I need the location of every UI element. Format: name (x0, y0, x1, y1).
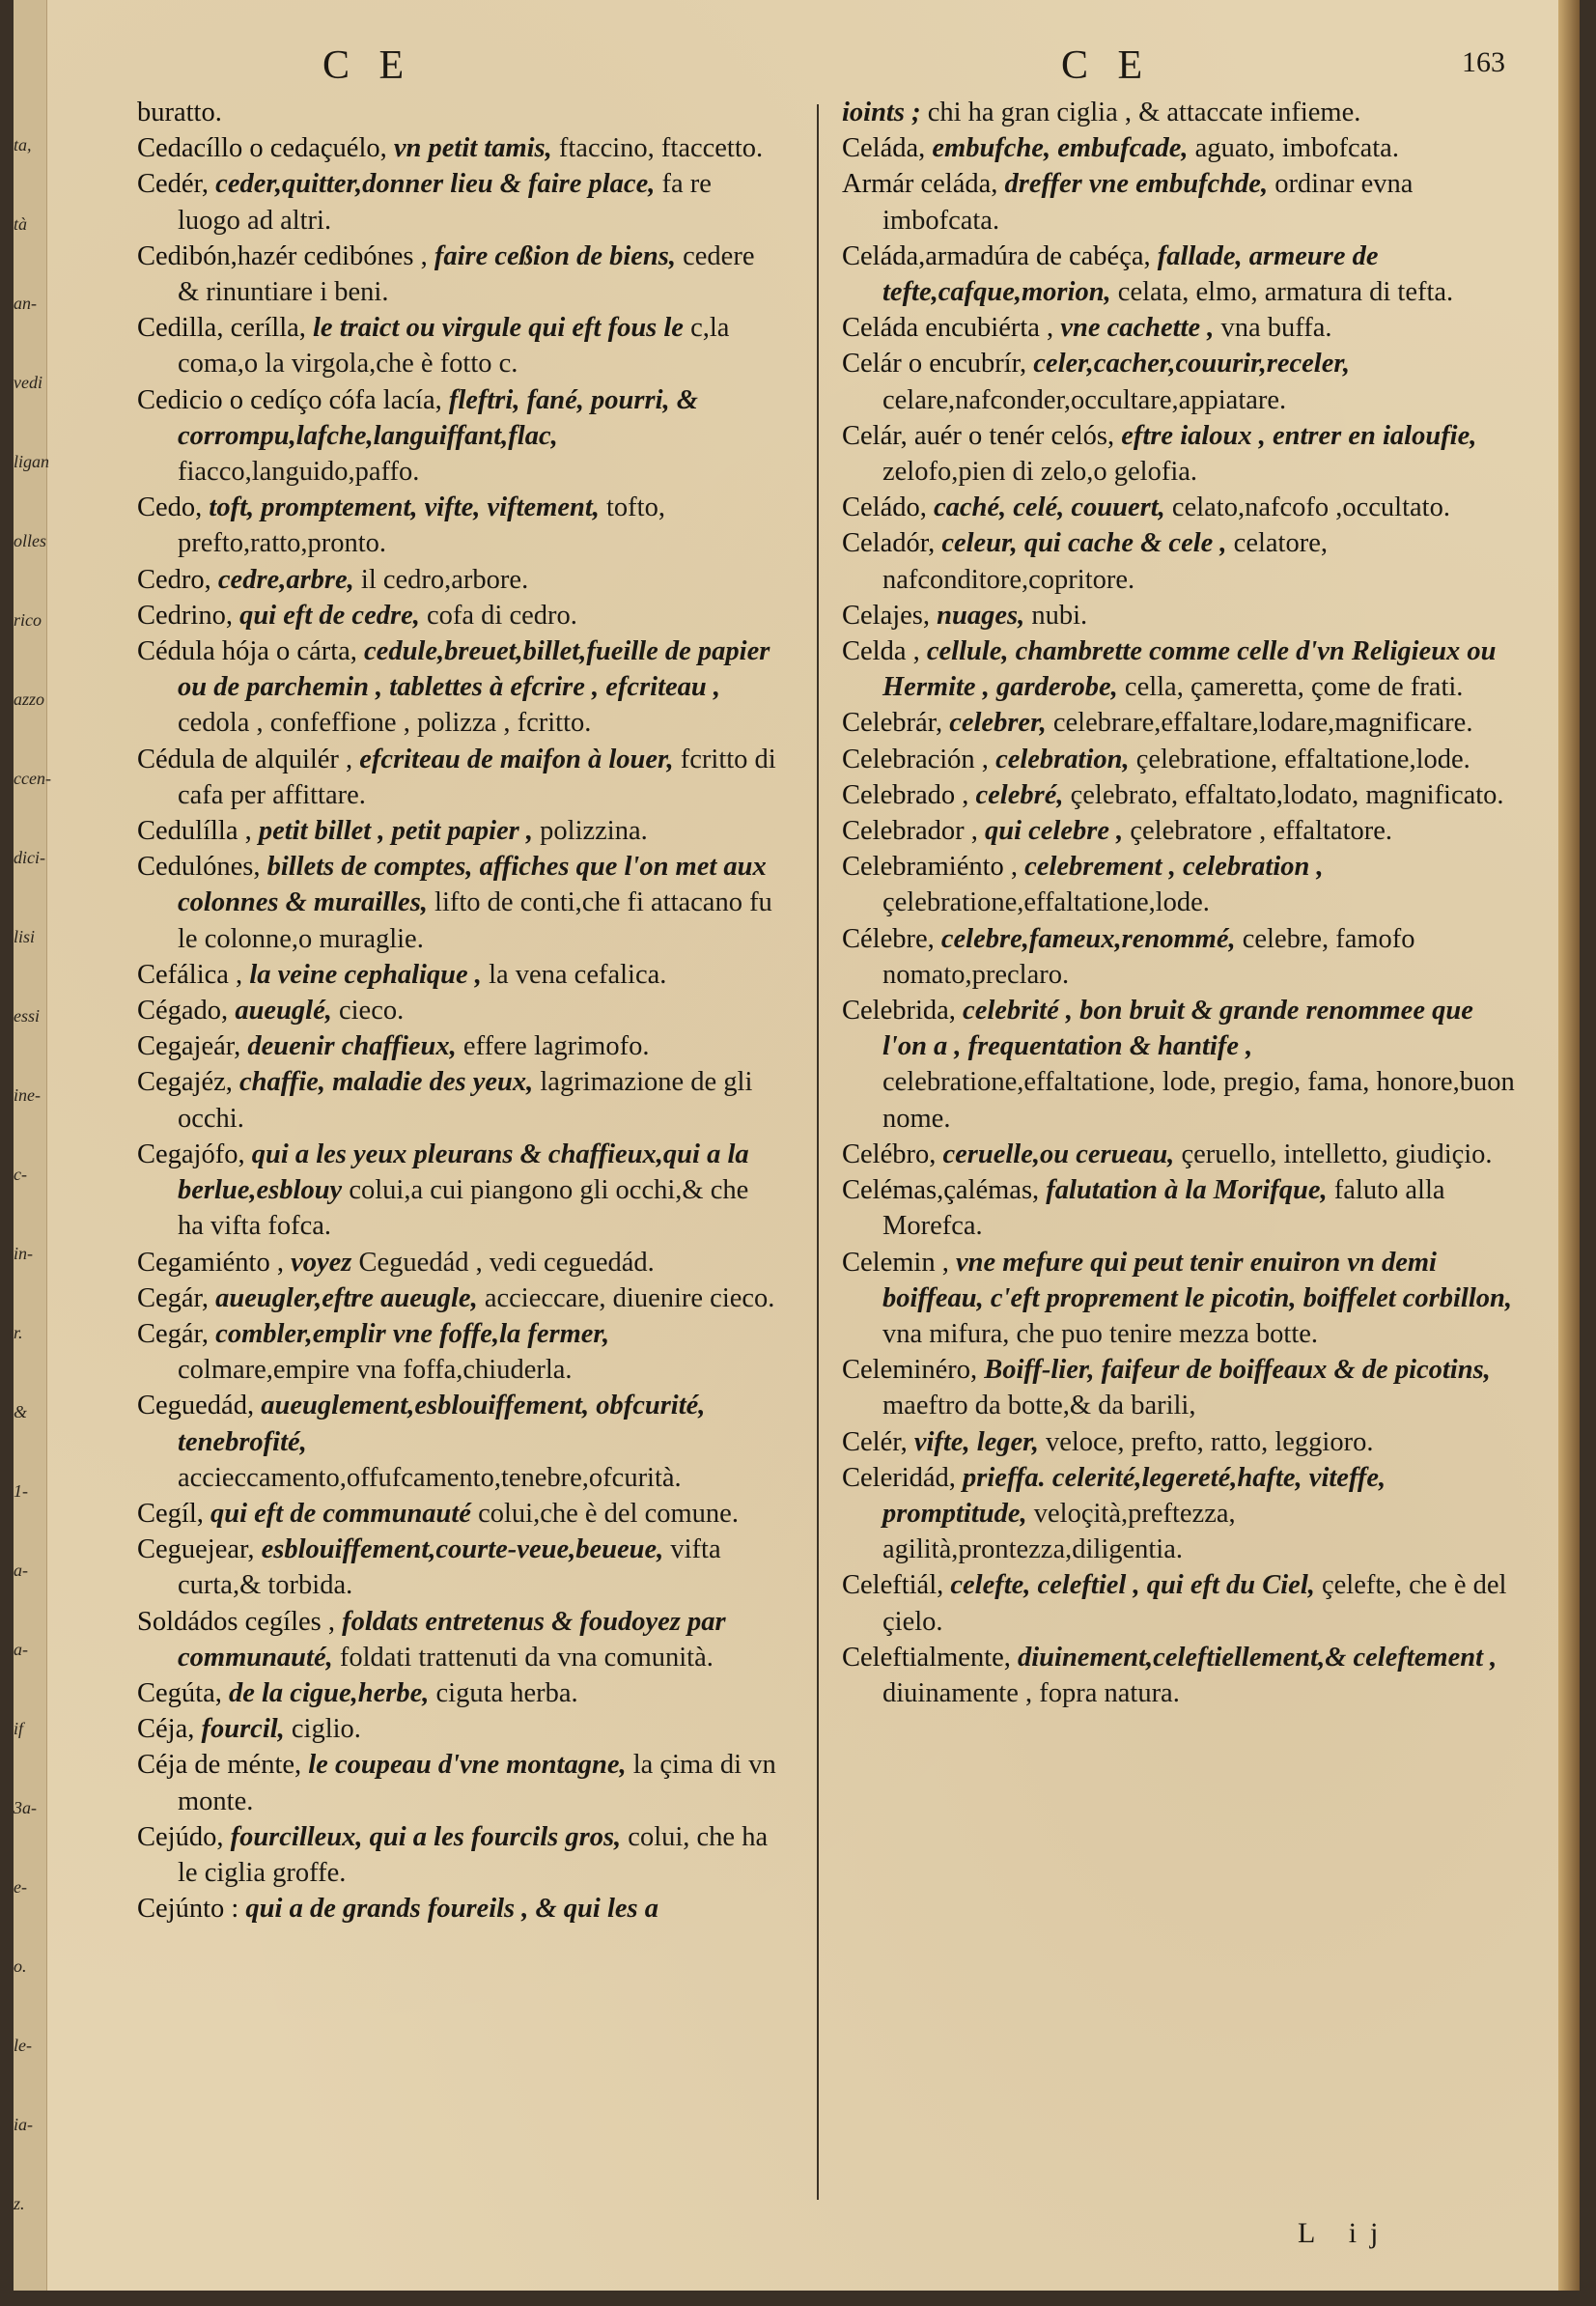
headword: Ceguedád, (137, 1391, 255, 1421)
french-gloss: deuenir chaffieux, (247, 1031, 457, 1062)
dictionary-entry (842, 1137, 1518, 1172)
headword: Celajes, (842, 600, 931, 631)
italian-gloss: cedola , confeffione , polizza , fcritto. (178, 708, 592, 739)
headword: Cedulónes, (137, 852, 261, 883)
french-gloss: celer,cacher,couurir,receler, (1033, 349, 1350, 380)
dictionary-entry (137, 1245, 779, 1280)
gutter-fragment: in- (14, 1244, 33, 1263)
dictionary-entry (842, 705, 1518, 741)
italian-gloss: nubi. (1031, 600, 1088, 631)
dictionary-entry (137, 310, 779, 381)
italian-gloss: cedere & rinuntiare i beni. (178, 240, 755, 308)
french-gloss: toft, promptement, vifte, viftement, (209, 492, 600, 523)
headword: Celébro, (842, 1139, 937, 1169)
dictionary-entry (137, 1316, 779, 1388)
gutter-fragment: an- (14, 294, 37, 313)
dictionary-entry (842, 166, 1518, 238)
headword: Celebración , (842, 744, 989, 774)
headword: buratto. (137, 98, 222, 127)
french-gloss: qui a les yeux pleurans & chaffieux,qui a la berlue,esblouy (178, 1139, 749, 1206)
headword: Cegamiénto , (137, 1247, 284, 1278)
dictionary-entry (842, 310, 1518, 346)
dictionary-entry (137, 993, 779, 1028)
italian-gloss: fiacco,languido,paffo. (178, 457, 420, 488)
dictionary-entry (137, 166, 779, 238)
italian-gloss: effere lagrimofo. (462, 1031, 650, 1062)
french-gloss: le coupeau d'vne montagne, (308, 1750, 627, 1781)
headword: Céja, (137, 1714, 195, 1745)
dictionary-entry (842, 633, 1518, 705)
dictionary-entry (137, 742, 779, 813)
french-gloss: le traict ou virgule qui eft fous le (313, 313, 684, 344)
headword: Celáda, (842, 133, 926, 164)
french-gloss: cedule,breuet,billet,fueille de papier ou de parchemin , tablettes à efcrire , efcriteau , (178, 636, 770, 703)
dictionary-entry (842, 418, 1518, 490)
italian-gloss: celebre, famofo nomato,preclaro. (882, 923, 1415, 990)
italian-gloss: çelefte, che è del çielo. (882, 1570, 1507, 1637)
headword: Celebrida, (842, 996, 956, 1026)
italian-gloss: çelebratione,effaltatione,lode. (882, 887, 1210, 918)
dictionary-entry (137, 382, 779, 491)
headword: Celebrador , (842, 816, 978, 847)
italian-gloss: zelofo,pien di zelo,o gelofia. (882, 457, 1198, 488)
french-gloss: la veine cephalique , (249, 959, 482, 990)
headword: Cédula de alquilér , (137, 744, 353, 774)
gutter-fragment: rico (14, 610, 42, 630)
gutter-fragment: if (14, 1719, 24, 1738)
dictionary-entry (137, 598, 779, 633)
headword: Cefálica , (137, 959, 243, 990)
dictionary-entry (842, 1640, 1518, 1711)
gutter-fragment: ligan (14, 452, 50, 471)
dictionary-entry (137, 1028, 779, 1064)
french-gloss: fourcil, (201, 1714, 285, 1745)
italian-gloss: foldati trattenuti da vna comunità. (339, 1642, 714, 1673)
dictionary-entry (842, 993, 1518, 1137)
headword: Soldádos cegíles , (137, 1606, 336, 1637)
headword: Celár o encubrír, (842, 349, 1027, 380)
dictionary-entry (137, 1388, 779, 1496)
french-gloss: cellule, chambrette comme celle d'vn Religieux ou Hermite , garderobe, (882, 636, 1497, 703)
italian-gloss: colui, che ha le ciglia groffe. (178, 1821, 769, 1888)
dictionary-entry (842, 1460, 1518, 1568)
headword: Cegúta, (137, 1677, 222, 1708)
dictionary-entry (842, 95, 1518, 130)
french-gloss: celebrer, (949, 708, 1047, 739)
french-gloss: ceruelle,ou cerueau, (942, 1139, 1175, 1169)
gutter-fragment: e- (14, 1877, 27, 1897)
dictionary-entry (137, 1891, 779, 1926)
dictionary-entry (842, 1567, 1518, 1639)
headword: Celémas,çalémas, (842, 1175, 1040, 1206)
italian-gloss: cieco. (338, 996, 405, 1026)
dictionary-entry (137, 1819, 779, 1891)
headword: Cegajeár, (137, 1031, 241, 1062)
italian-gloss: celatore, nafconditore,copritore. (882, 528, 1328, 595)
gutter-fragment: dici- (14, 848, 45, 867)
headword: Celadór, (842, 528, 936, 559)
dictionary-entry (842, 598, 1518, 633)
french-gloss: qui eft de communauté (210, 1498, 471, 1529)
headword: Celeftiál, (842, 1570, 944, 1601)
gutter-fragment: ia- (14, 2115, 33, 2134)
headword: Cedacíllo o cedaçuélo, (137, 133, 387, 164)
italian-gloss: accieccamento,offufcamento,tenebre,ofcurità. (178, 1462, 682, 1493)
french-gloss: fallade, armeure de tefte,cafque,morion, (882, 240, 1379, 308)
italian-gloss: vna mifura, che puo tenire mezza botte. (882, 1318, 1319, 1349)
headword: Celebramiénto , (842, 852, 1019, 883)
gutter-fragment: c- (14, 1165, 27, 1184)
italian-gloss: cofa di cedro. (426, 600, 577, 631)
dictionary-entry (137, 1747, 779, 1818)
italian-gloss: colui,che è del comune. (478, 1498, 739, 1529)
french-gloss: fleftri, fané, pourri, & corrompu,lafche,languiffant,flac, (178, 384, 698, 451)
french-gloss: vn petit tamis, (393, 133, 552, 164)
headword: Cedulílla , (137, 816, 252, 847)
dictionary-entry (137, 1137, 779, 1245)
french-gloss: efcriteau de maifon à louer, (359, 744, 674, 774)
italian-gloss: celebrare,effaltare,lodare,magnificare. (1052, 708, 1473, 739)
gutter-fragment: & (14, 1402, 28, 1421)
headword: Celebrado , (842, 779, 969, 810)
italian-gloss: aguato, imbofcata. (1194, 133, 1399, 164)
italian-gloss: accieccare, diuenire cieco. (484, 1282, 775, 1313)
french-gloss: celebration, (995, 744, 1130, 774)
french-gloss: celefte, celeftiel , qui eft du Ciel, (950, 1570, 1315, 1601)
headword: Armár celáda, (842, 169, 998, 200)
italian-gloss: celata, elmo, armatura di tefta. (1117, 277, 1454, 308)
gutter-fragment: a- (14, 1640, 28, 1659)
headword: Cedibón,hazér cedibónes , (137, 240, 428, 271)
italian-gloss: lifto de conti,che fi attacano fu le colonne,o muraglie. (178, 887, 772, 954)
french-gloss: Boiff-lier, faifeur de boiffeaux & de picotins, (984, 1355, 1491, 1386)
italian-gloss: vna buffa. (1220, 313, 1332, 344)
dictionary-entry (842, 777, 1518, 813)
headword: Cegár, (137, 1318, 210, 1349)
signature-mark: L ij (1298, 2217, 1392, 2249)
gutter-fragment: z. (14, 2194, 25, 2213)
french-gloss: falutation à la Morifque, (1046, 1175, 1328, 1206)
dictionary-entry (137, 1280, 779, 1316)
gutter-fragment: tà (14, 214, 28, 234)
italian-gloss: Ceguedád , vedi ceguedád. (358, 1247, 655, 1278)
italian-gloss: c,la coma,o la virgola,che è fotto c. (178, 313, 730, 380)
dictionary-entry (137, 849, 779, 957)
italian-gloss: ciglio. (291, 1714, 361, 1745)
headword: Celáda encubiérta , (842, 313, 1054, 344)
italian-gloss: veloce, prefto, ratto, leggioro. (1045, 1426, 1374, 1457)
french-gloss: vifte, leger, (913, 1426, 1039, 1457)
french-gloss: billets de comptes, affiches que l'on met aux colonnes & murailles, (178, 852, 767, 918)
italian-gloss: fcritto di cafa per affittare. (178, 744, 776, 810)
french-gloss: faire ceßion de biens, (434, 240, 676, 271)
italian-gloss: la vena cefalica. (489, 959, 667, 990)
dictionary-entry (842, 1245, 1518, 1353)
dictionary-entry (137, 1711, 779, 1747)
french-gloss: embufche, embufcade, (932, 133, 1189, 164)
dictionary-entry (842, 1352, 1518, 1423)
italian-gloss: colui,a cui piangono gli occhi,& che ha vifta fofca. (178, 1175, 749, 1242)
gutter-fragment: essi (14, 1006, 40, 1026)
headword: Cédula hója o cárta, (137, 636, 357, 667)
headword: Cedo, (137, 492, 203, 523)
dictionary-entry (137, 490, 779, 561)
italian-gloss: il cedro,arbore. (360, 564, 529, 595)
headword: Celemin , (842, 1247, 949, 1278)
french-gloss: caché, celé, couuert, (933, 492, 1165, 523)
facing-page-gutter (14, 0, 51, 2291)
headword: Celár, auér o tenér celós, (842, 420, 1115, 451)
dictionary-entry (842, 742, 1518, 777)
italian-gloss: çeruello, intelletto, giudiçio. (1181, 1139, 1493, 1169)
french-gloss: qui eft de cedre, (239, 600, 420, 631)
headword: Cegíl, (137, 1498, 204, 1529)
dictionary-entry (842, 130, 1518, 166)
headword: Celáda,armadúra de cabéça, (842, 240, 1151, 271)
italian-gloss: maeftro da botte,& da barili, (882, 1391, 1196, 1421)
french-gloss: aueugler,eftre aueugle, (215, 1282, 478, 1313)
italian-gloss: ordinar evna imbofcata. (882, 169, 1414, 236)
dictionary-entry (842, 921, 1518, 993)
italian-gloss: çelebratore , effaltatore. (1130, 816, 1393, 847)
french-gloss: de la cigue,herbe, (228, 1677, 430, 1708)
french-gloss: fourcilleux, qui a les fourcils gros, (230, 1821, 622, 1852)
headword: Celér, (842, 1426, 908, 1457)
french-gloss: celebre,fameux,renommé, (940, 923, 1236, 954)
italian-gloss: faluto alla Morefca. (882, 1175, 1445, 1242)
headword: Cejúdo, (137, 1821, 224, 1852)
italian-gloss: colmare,empire vna foffa,chiuderla. (178, 1355, 573, 1386)
dictionary-entry (842, 239, 1518, 310)
gutter-fragment: vedi (14, 373, 42, 392)
right-column (842, 95, 1518, 1711)
gutter-fragment: r. (14, 1323, 23, 1342)
italian-gloss: celato,nafcofo ,occultato. (1171, 492, 1450, 523)
gutter-fragment: a- (14, 1561, 28, 1580)
italian-gloss: veloçità,preftezza, agilità,prontezza,diligentia. (882, 1498, 1236, 1565)
italian-gloss: lagrimazione de gli occhi. (178, 1067, 753, 1134)
dictionary-page (14, 0, 1580, 2291)
headword: Cegár, (137, 1282, 210, 1313)
gutter-fragment: 3a- (14, 1798, 37, 1817)
french-gloss: ceder,quitter,donner lieu & faire place, (215, 169, 656, 200)
headword: Cedicio o cedíço cófa lacía, (137, 384, 442, 415)
italian-gloss: celare,nafconder,occultare,appiatare. (882, 384, 1287, 415)
headword: Ceguejear, (137, 1534, 255, 1565)
dictionary-entry (137, 1675, 779, 1711)
gutter-fragment: azzo (14, 689, 45, 709)
gutter-fragment: ta, (14, 135, 32, 155)
italian-gloss: ftaccino, ftaccetto. (558, 133, 764, 164)
italian-gloss: chi ha gran ciglia , & attaccate infieme. (927, 98, 1361, 127)
page-edge (1558, 0, 1580, 2291)
french-gloss: nuages, (937, 600, 1025, 631)
dictionary-entry (137, 130, 779, 166)
gutter-fragment: olles (14, 531, 46, 550)
dictionary-entry (842, 346, 1518, 417)
french-gloss: dreffer vne embufchde, (1004, 169, 1269, 200)
running-head-right: C E (1061, 43, 1153, 88)
italian-gloss: celebratione,effaltatione, lode, pregio, fama, honore,buon nome. (882, 1067, 1515, 1134)
headword: Célebre, (842, 923, 935, 954)
italian-gloss: polizzina. (540, 816, 648, 847)
dictionary-entry (137, 813, 779, 849)
french-gloss: cedre,arbre, (217, 564, 354, 595)
french-gloss: celebré, (975, 779, 1064, 810)
french-gloss: petit billet , petit papier , (258, 816, 534, 847)
headword: Celádo, (842, 492, 927, 523)
italian-gloss: fa re luogo ad altri. (178, 169, 712, 236)
dictionary-entry (137, 957, 779, 993)
french-gloss: qui celebre , (984, 816, 1124, 847)
headword: Céja de ménte, (137, 1750, 302, 1781)
french-gloss: aueuglement,esblouiffement, obfcurité, tenebrofité, (178, 1391, 706, 1457)
gutter-fragment: 1- (14, 1481, 28, 1501)
page-number: 163 (1462, 46, 1505, 78)
dictionary-entry (842, 849, 1518, 920)
french-gloss: vne cachette , (1060, 313, 1215, 344)
headword: Celeridád, (842, 1462, 956, 1493)
dictionary-entry (842, 1424, 1518, 1460)
dictionary-entry (137, 1604, 779, 1675)
headword: Cejúnto : (137, 1894, 239, 1925)
headword: Cedér, (137, 169, 210, 200)
italian-gloss: la çima di vn monte. (178, 1750, 776, 1816)
running-head-left: C E (322, 43, 414, 88)
dictionary-entry (842, 525, 1518, 597)
headword: Celebrár, (842, 708, 943, 739)
dictionary-entry (137, 1532, 779, 1603)
headword: Cegajéz, (137, 1067, 233, 1098)
left-column (137, 95, 779, 1926)
headword: Celda , (842, 636, 920, 667)
headword: Cedilla, cerílla, (137, 313, 306, 344)
french-gloss: esblouiffement,courte-veue,beueue, (261, 1534, 664, 1565)
headword: Cegajófo, (137, 1139, 245, 1169)
dictionary-entry (137, 1064, 779, 1136)
french-gloss: voyez (291, 1247, 352, 1278)
french-gloss: combler,emplir vne foffe,la fermer, (215, 1318, 610, 1349)
dictionary-entry (137, 239, 779, 310)
gutter-fragment: lisi (14, 927, 36, 946)
french-gloss: celeur, qui cache & cele , (941, 528, 1227, 559)
french-gloss: ioints ; (842, 98, 921, 127)
dictionary-entry (842, 1172, 1518, 1244)
italian-gloss: diuinamente , fopra natura. (882, 1677, 1180, 1708)
headword: Celeminéro, (842, 1355, 978, 1386)
dictionary-entry (842, 490, 1518, 525)
french-gloss: diuinement,celeftiellement,& celeftement , (1018, 1642, 1498, 1673)
italian-gloss: ciguta herba. (435, 1677, 578, 1708)
dictionary-entry (137, 562, 779, 598)
dictionary-entry (842, 813, 1518, 849)
headword: Cedro, (137, 564, 211, 595)
gutter-fragment: ccen- (14, 769, 51, 788)
italian-gloss: çelebrato, effaltato,lodato, magnificato. (1070, 779, 1504, 810)
dictionary-entry (137, 1496, 779, 1532)
french-gloss: chaffie, maladie des yeux, (239, 1067, 534, 1098)
gutter-fragment: le- (14, 2036, 32, 2055)
french-gloss: prieffa. celerité,legereté,hafte, viteffe, promptitude, (882, 1462, 1386, 1529)
dictionary-entry (137, 95, 779, 130)
french-gloss: eftre ialoux , entrer en ialoufie, (1121, 420, 1477, 451)
french-gloss: celebrité , bon bruit & grande renommee que l'on a , frequentation & hantife , (882, 996, 1473, 1062)
gutter-fragment: o. (14, 1956, 27, 1976)
french-gloss: vne mefure qui peut tenir enuiron vn demi boiffeau, c'eft proprement le picotin, boiffelet corbillon, (882, 1247, 1512, 1313)
italian-gloss: vifta curta,& torbida. (178, 1534, 721, 1601)
column-divider (817, 104, 819, 2200)
dictionary-entry (137, 633, 779, 742)
french-gloss: celebrement , celebration , (1024, 852, 1324, 883)
gutter-fragment: ine- (14, 1085, 41, 1105)
french-gloss: foldats entretenus & foudoyez par communauté, (178, 1606, 726, 1673)
italian-gloss: tofto, prefto,ratto,pronto. (178, 492, 665, 559)
headword: Celeftialmente, (842, 1642, 1011, 1673)
french-gloss: qui a de grands foureils , & qui les a (245, 1894, 658, 1925)
italian-gloss: cella, çameretta, çome de frati. (1124, 672, 1464, 703)
french-gloss: aueuglé, (235, 996, 332, 1026)
headword: Cégado, (137, 996, 229, 1026)
headword: Cedrino, (137, 600, 233, 631)
italian-gloss: çelebratione, effaltatione,lode. (1135, 744, 1470, 774)
